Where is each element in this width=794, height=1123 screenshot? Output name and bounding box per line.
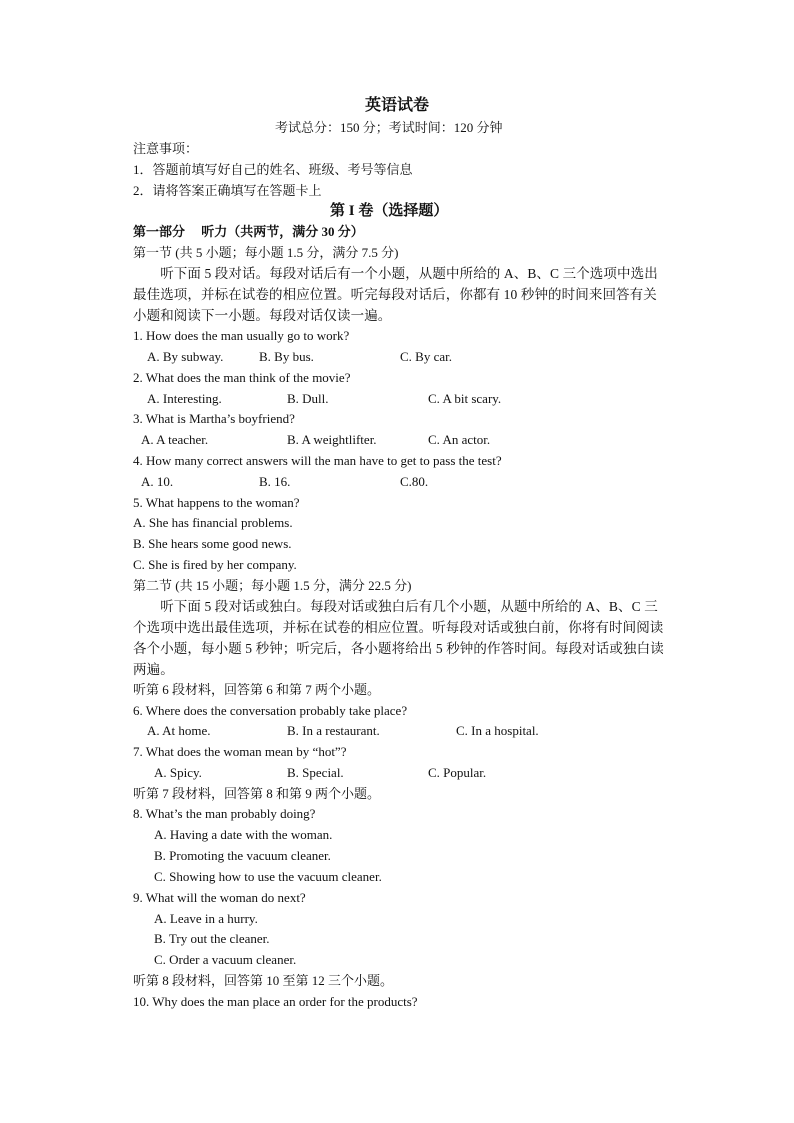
exam-title: 英语试卷 bbox=[365, 97, 430, 114]
option-4c: C.80. bbox=[400, 474, 429, 489]
question-5: 5. What happens to the woman? bbox=[133, 495, 300, 510]
option-6c: C. In a hospital. bbox=[456, 723, 539, 738]
option-6b: B. In a restaurant. bbox=[287, 723, 380, 738]
material-7-instruction: 听第 7 段材料，回答第 8 和第 9 两个小题。 bbox=[133, 786, 381, 801]
section2-instructions-line: 两遍。 bbox=[133, 662, 174, 677]
notes-item: 2．请将答案正确填写在答题卡上 bbox=[133, 183, 322, 198]
question-4: 4. How many correct answers will the man have to get to pass the test? bbox=[133, 453, 502, 468]
notes-heading: 注意事项： bbox=[133, 141, 199, 156]
question-2: 2. What does the man think of the movie? bbox=[133, 370, 351, 385]
section2-instructions-line: 各个小题，每小题 5 秒钟；听完后，各小题将给出 5 秒钟的作答时间。每段对话或独白读 bbox=[133, 641, 664, 656]
exam-subtitle: 考试总分：150 分；考试时间：120 分钟 bbox=[275, 120, 503, 135]
section2-title: 第二节 (共 15 小题；每小题 1.5 分，满分 22.5 分) bbox=[133, 578, 412, 593]
question-8: 8. What’s the man probably doing? bbox=[133, 806, 316, 821]
option-9a: A. Leave in a hurry. bbox=[154, 911, 258, 926]
question-6: 6. Where does the conversation probably take place? bbox=[133, 703, 408, 718]
option-2c: C. A bit scary. bbox=[428, 391, 502, 406]
option-7b: B. Special. bbox=[287, 765, 344, 780]
option-2b: B. Dull. bbox=[287, 391, 329, 406]
section2-instructions-line: 个选项中选出最佳选项，并标在试卷的相应位置。听每段对话或独白前，你将有时间阅读 bbox=[133, 620, 664, 635]
volume-title: 第 I 卷（选择题） bbox=[330, 203, 449, 219]
part1-title: 第一部分 听力（共两节，满分 30 分） bbox=[133, 224, 364, 239]
material-8-instruction: 听第 8 段材料，回答第 10 至第 12 三个小题。 bbox=[133, 973, 394, 988]
option-5c: C. She is fired by her company. bbox=[133, 557, 297, 572]
notes-item: 1．答题前填写好自己的姓名、班级、考号等信息 bbox=[133, 162, 413, 177]
question-3: 3. What is Martha’s boyfriend? bbox=[133, 411, 295, 426]
option-9b: B. Try out the cleaner. bbox=[154, 931, 270, 946]
option-3c: C. An actor. bbox=[428, 432, 491, 447]
section1-instructions-line: 听下面 5 段对话。每段对话后有一个小题，从题中所给的 A、B、C 三个选项中选出 bbox=[133, 266, 658, 281]
section1-title: 第一节 (共 5 小题；每小题 1.5 分，满分 7.5 分) bbox=[133, 245, 399, 260]
option-6a: A. At home. bbox=[147, 723, 211, 738]
material-6-instruction: 听第 6 段材料，回答第 6 和第 7 两个小题。 bbox=[133, 682, 381, 697]
option-9c: C. Order a vacuum cleaner. bbox=[154, 952, 297, 967]
option-7c: C. Popular. bbox=[428, 765, 487, 780]
option-5b: B. She hears some good news. bbox=[133, 536, 292, 551]
section1-instructions-line: 最佳选项，并标在试卷的相应位置。听完每段对话后，你都有 10 秒钟的时间来回答有关 bbox=[133, 287, 657, 302]
option-4b: B. 16. bbox=[259, 474, 291, 489]
question-7: 7. What does the woman mean by “hot”? bbox=[133, 744, 347, 759]
option-8a: A. Having a date with the woman. bbox=[154, 827, 333, 842]
option-7a: A. Spicy. bbox=[154, 765, 202, 780]
question-9: 9. What will the woman do next? bbox=[133, 890, 306, 905]
option-8c: C. Showing how to use the vacuum cleaner. bbox=[154, 869, 382, 884]
option-3a: A. A teacher. bbox=[141, 432, 209, 447]
option-1a: A. By subway. bbox=[147, 349, 224, 364]
option-5a: A. She has financial problems. bbox=[133, 515, 293, 530]
option-8b: B. Promoting the vacuum cleaner. bbox=[154, 848, 331, 863]
section2-instructions-line: 听下面 5 段对话或独白。每段对话或独白后有几个小题，从题中所给的 A、B、C 三 bbox=[133, 599, 658, 614]
question-1: 1. How does the man usually go to work? bbox=[133, 328, 350, 343]
option-4a: A. 10. bbox=[141, 474, 174, 489]
option-1b: B. By bus. bbox=[259, 349, 314, 364]
option-1c: C. By car. bbox=[400, 349, 452, 364]
option-3b: B. A weightlifter. bbox=[287, 432, 377, 447]
question-10: 10. Why does the man place an order for the products? bbox=[133, 994, 418, 1009]
option-2a: A. Interesting. bbox=[147, 391, 222, 406]
section1-instructions-line: 小题和阅读下一小题。每段对话仅读一遍。 bbox=[133, 308, 392, 323]
